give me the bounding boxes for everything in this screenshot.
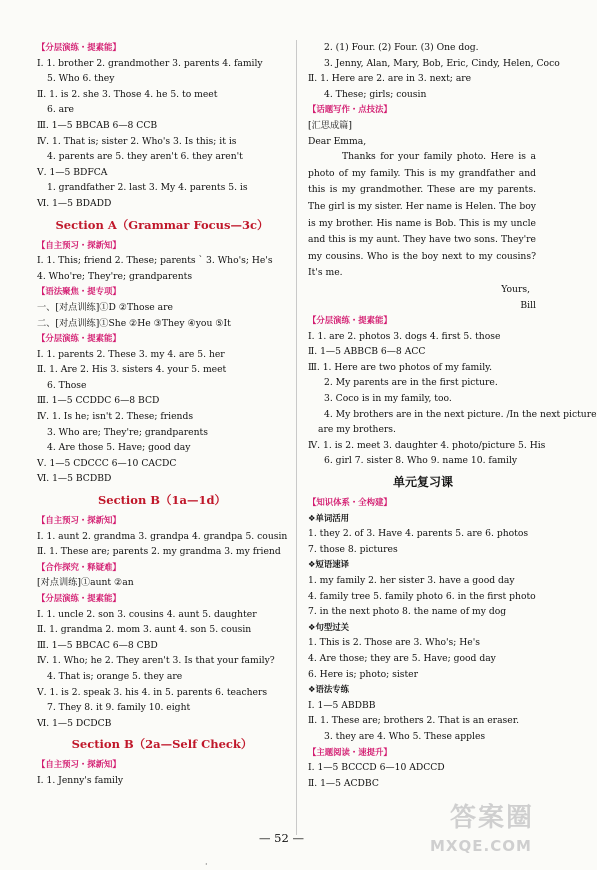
- answer-line: 6. girl 7. sister 8. Who 9. name 10. family: [324, 455, 518, 467]
- section-tag: 【合作探究・释疑难】: [37, 561, 121, 572]
- answer-line: Ⅰ. 1. This; friend 2. These; parents ` 3. Who's; He's: [37, 255, 273, 267]
- section-tag: 【语法聚焦・提专项】: [37, 286, 121, 297]
- answer-line: 5. Who 6. they: [47, 73, 115, 85]
- answer-line: Ⅳ. 1. is 2. meet 3. daughter 4. photo/picture 5. His: [308, 439, 546, 451]
- subsection-heading: ❖短语速译: [308, 559, 350, 570]
- answer-line: Ⅱ. 1. These are; brothers 2. That is an eraser.: [308, 715, 519, 727]
- answer-line: Ⅰ. 1. are 2. photos 3. dogs 4. first 5. those: [308, 330, 501, 342]
- answer-line: Ⅰ. 1. uncle 2. son 3. cousins 4. aunt 5. daughter: [37, 608, 257, 620]
- answer-line: 二、[对点训练]①She ②He ③They ④you ⑤It: [37, 317, 231, 329]
- answer-line: Ⅳ. 1. Is he; isn't 2. These; friends: [37, 411, 194, 423]
- section-heading: Section A（Grammar Focus—3c）: [55, 217, 269, 232]
- answer-line: 4. My brothers are in the next picture. /In the next picture: [324, 408, 597, 420]
- answer-line: Ⅲ. 1—5 CCDDC 6—8 BCD: [37, 395, 160, 407]
- answer-line: Ⅱ. 1—5 ACDBC: [308, 777, 379, 789]
- section-tag: 【话题写作・点技法】: [308, 104, 392, 115]
- answer-line: 1. grandfather 2. last 3. My 4. parents 5. is: [47, 182, 248, 194]
- answer-line: 7. those 8. pictures: [308, 543, 398, 555]
- answer-line: Ⅴ. 1—5 BDFCA: [37, 166, 108, 178]
- answer-line: 7. They 8. it 9. family 10. eight: [47, 702, 191, 714]
- answer-line: Ⅲ. 1—5 BBCAB 6—8 CCB: [37, 119, 158, 131]
- section-tag: 【分层演练・提素能】: [37, 593, 121, 603]
- answer-line: are my brothers.: [318, 424, 396, 436]
- answer-line: Ⅱ. 1. grandma 2. mom 3. aunt 4. son 5. cousin: [37, 624, 252, 636]
- answer-line: [对点训练]①aunt ②an: [37, 577, 134, 589]
- right-column: [308, 40, 597, 791]
- answer-line: 4. These; girls; cousin: [324, 88, 427, 100]
- answer-line: Ⅰ. 1. brother 2. grandmother 3. parents 4. family: [37, 57, 263, 69]
- answer-line: 4. parents are 5. they aren't 6. they aren't: [47, 151, 243, 163]
- answer-line: 7. in the next photo 8. the name of my dog: [308, 606, 507, 618]
- answer-line: Ⅱ. 1—5 ABBCB 6—8 ACC: [308, 346, 426, 358]
- answer-line: 3. Who are; They're; grandparents: [47, 426, 208, 438]
- answer-line: Ⅳ. 1. That is; sister 2. Who's 3. Is this; it is: [37, 135, 237, 147]
- watermark: [430, 803, 535, 855]
- page-number: — 52 —: [259, 831, 304, 845]
- letter-signature: Bill: [520, 299, 536, 311]
- answer-line: 2. (1) Four. (2) Four. (3) One dog.: [324, 42, 479, 53]
- column-divider: [296, 40, 297, 835]
- page-dot: ·: [205, 860, 208, 869]
- letter-closing: Yours,: [501, 283, 530, 295]
- answer-line: Ⅰ. 1—5 BCCCD 6—10 ADCCD: [308, 762, 445, 774]
- right-bottom-block: [308, 313, 597, 791]
- answer-line: 4. Are those; they are 5. Have; good day: [308, 652, 496, 664]
- subsection-heading: ❖单词活用: [308, 512, 350, 523]
- letter: [308, 149, 538, 313]
- answer-line: 3. Jenny, Alan, Mary, Bob, Eric, Cindy, Helen, Coco: [324, 57, 560, 69]
- answer-line: Ⅰ. 1. aunt 2. grandma 3. grandpa 4. grandpa 5. cousin: [37, 530, 288, 542]
- section-tag: 【知识体系・全构建】: [308, 497, 392, 508]
- answer-line: Ⅳ. 1. Who; he 2. They aren't 3. Is that your family?: [37, 655, 275, 667]
- answer-line: 一、[对点训练]①D ②Those are: [37, 301, 173, 313]
- answer-line: Ⅱ. 1. is 2. she 3. Those 4. he 5. to meet: [37, 88, 218, 100]
- answer-line: 4. That is; orange 5. they are: [47, 670, 183, 682]
- section-tag: 【自主预习・探新知】: [37, 759, 121, 770]
- subsection-heading: ❖语法专练: [308, 684, 350, 695]
- answer-line: 1. This is 2. Those are 3. Who's; He's: [308, 637, 480, 649]
- answer-line: Ⅴ. 1—5 CDCCC 6—10 CACDC: [37, 457, 177, 469]
- answer-line: Ⅰ. 1. parents 2. These 3. my 4. are 5. her: [37, 348, 225, 360]
- section-tag: 【分层演练・提素能】: [37, 42, 121, 52]
- answer-line: 1. they 2. of 3. Have 4. parents 5. are 6. photos: [308, 528, 529, 540]
- answer-line: Ⅰ. 1—5 ABDBB: [308, 699, 376, 711]
- left-column: [37, 40, 287, 789]
- answer-line: 4. family tree 5. family photo 6. in the first photo: [308, 590, 536, 602]
- answer-line: 1. my family 2. her sister 3. have a good day: [308, 575, 515, 586]
- answer-line: 3. they are 4. Who 5. These apples: [324, 730, 486, 742]
- letter-body: Thanks for your family photo. Here is a photo of my family. This is my grandfather and this is my grandmother. These are my parents. The girl is my sister. Her name is Helen. The boy is my brother. His name is Bob. This is my uncle and this is my aunt. They have two sons. They're my cousins. Who is the boy next to my cousins? It's me.: [308, 151, 536, 279]
- watermark-bottom: MXQE.COM: [430, 837, 532, 855]
- answer-line: Dear Emma,: [308, 135, 367, 147]
- answer-line: 6. Here is; photo; sister: [308, 668, 419, 680]
- answer-line: Ⅵ. 1—5 BCDBD: [37, 473, 112, 485]
- answer-line: Ⅰ. 1. Jenny's family: [37, 774, 124, 786]
- unit-heading: 单元复习课: [392, 475, 453, 490]
- section-tag: 【分层演练・提素能】: [37, 333, 121, 344]
- section-heading: Section B（2a—Self Check）: [71, 737, 253, 752]
- subsection-heading: ❖句型过关: [308, 621, 350, 632]
- section-tag: 【自主预习・探新知】: [37, 239, 121, 250]
- right-top-block: [308, 40, 560, 149]
- watermark-top: 答案圈: [450, 803, 535, 833]
- answer-line: Ⅲ. 1. Here are two photos of my family.: [308, 361, 493, 373]
- section-tag: 【分层演练・提素能】: [308, 315, 392, 326]
- answer-line: Ⅱ. 1. These are; parents 2. my grandma 3. my friend: [37, 546, 281, 558]
- answer-line: Ⅵ. 1—5 DCDCB: [37, 717, 112, 729]
- answer-line: Ⅴ. 1. is 2. speak 3. his 4. in 5. parents 6. teachers: [37, 686, 268, 698]
- answer-line: [汇思成篇]: [308, 119, 352, 131]
- answer-line: 6. are: [47, 104, 74, 116]
- answer-line: Ⅱ. 1. Are 2. His 3. sisters 4. your 5. meet: [37, 364, 227, 376]
- section-tag: 【自主预习・探新知】: [37, 515, 121, 526]
- answer-line: 2. My parents are in the first picture.: [324, 377, 498, 389]
- section-heading: Section B（1a—1d）: [97, 493, 227, 508]
- answer-line: 4. Who're; They're; grandparents: [37, 270, 193, 282]
- section-tag: 【主题阅读・速提升】: [308, 746, 392, 757]
- answer-line: 6. Those: [47, 379, 87, 391]
- answer-line: Ⅱ. 1. Here are 2. are in 3. next; are: [308, 73, 472, 85]
- answer-line: 3. Coco is in my family, too.: [324, 393, 452, 405]
- answer-line: Ⅲ. 1—5 BBCAC 6—8 CBD: [37, 639, 158, 651]
- answer-line: Ⅵ. 1—5 BDADD: [37, 197, 112, 209]
- answer-line: 4. Are those 5. Have; good day: [47, 442, 191, 454]
